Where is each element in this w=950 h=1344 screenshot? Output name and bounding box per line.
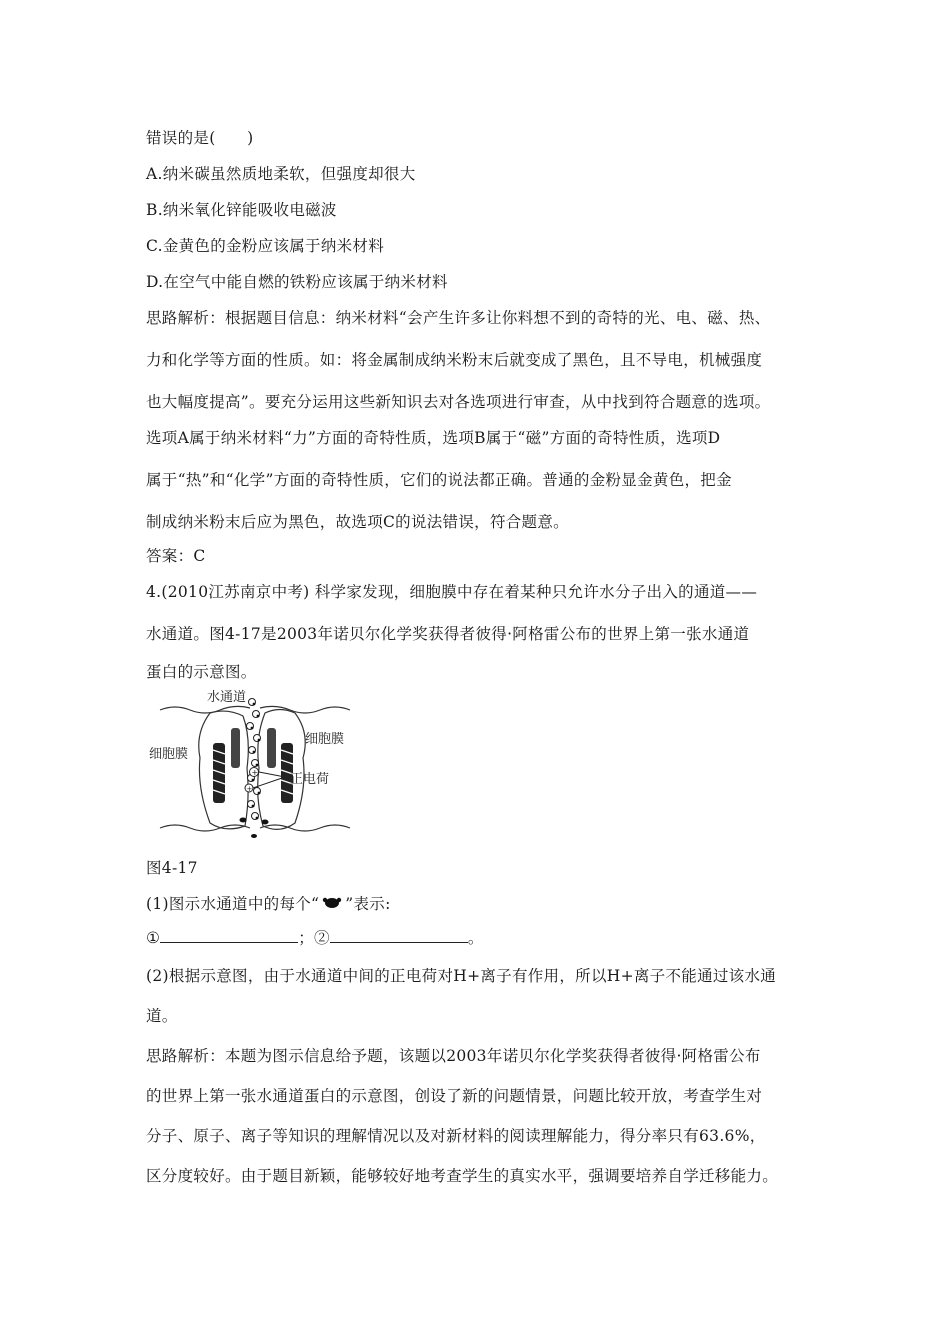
- svg-text:+: +: [251, 768, 259, 777]
- analysis-line-5: 属于“热”和“化学”方面的奇特性质，它们的说法都正确。普通的金粉显金黄色，把金: [146, 471, 732, 489]
- option-a: A.纳米碳虽然质地柔软，但强度却很大: [146, 165, 416, 183]
- water-channel-label: 水通道: [207, 690, 247, 705]
- water-channel-diagram: [155, 688, 355, 843]
- question-4-line-3: 蛋白的示意图。: [146, 663, 257, 681]
- analysis2-line-4: 区分度较好。由于题目新颖，能够较好地考查学生的真实水平，强调要培养自学迁移能力。: [146, 1167, 779, 1185]
- question-4-line-2: 水通道。图4-17是2003年诺贝尔化学奖获得者彼得·阿格雷公布的世界上第一张水通道: [146, 625, 750, 643]
- cell-membrane-label-left: 细胞膜: [149, 747, 189, 762]
- svg-text:+: +: [246, 785, 253, 793]
- sub-question-1-suffix: ”表示:: [345, 895, 391, 913]
- analysis2-line-2: 的世界上第一张水通道蛋白的示意图，创设了新的问题情景，问题比较开放，考查学生对: [146, 1087, 763, 1105]
- analysis-line-2: 力和化学等方面的性质。如：将金属制成纳米粉末后就变成了黑色，且不导电，机械强度: [146, 351, 763, 369]
- answer-blank-1[interactable]: [160, 928, 298, 943]
- blank-2-marker: ；②: [298, 929, 330, 947]
- answer-blank-2[interactable]: [330, 928, 468, 943]
- sub-question-1-prefix: (1)图示水通道中的每个“: [146, 895, 320, 913]
- analysis2-line-1: 思路解析：本题为图示信息给予题，该题以2003年诺贝尔化学奖获得者彼得·阿格雷公布: [146, 1047, 761, 1065]
- option-d: D.在空气中能自燃的铁粉应该属于纳米材料: [146, 273, 448, 291]
- question-4-line-1: 4.(2010江苏南京中考) 科学家发现，细胞膜中存在着某种只允许水分子出入的通道——: [146, 583, 758, 601]
- water-molecule-icon: [321, 896, 343, 910]
- sub-question-2-line-1: (2)根据示意图，由于水通道中间的正电荷对H+离子有作用，所以H+离子不能通过该水通: [146, 967, 777, 985]
- cell-membrane-label-right: 细胞膜: [305, 732, 345, 747]
- water-channel-figure: [149, 688, 355, 843]
- line-1: 错误的是( ): [146, 129, 254, 147]
- blank-1-marker: ①: [146, 929, 161, 947]
- sub-question-2-line-2: 道。: [146, 1007, 178, 1025]
- option-c: C.金黄色的金粉应该属于纳米材料: [146, 237, 385, 255]
- analysis-line-4: 选项A属于纳米材料“力”方面的奇特性质，选项B属于“磁”方面的奇特性质，选项D: [146, 429, 721, 447]
- answer-blanks-line: [146, 928, 484, 948]
- analysis-line-6: 制成纳米粉末后应为黑色，故选项C的说法错误，符合题意。: [146, 513, 569, 531]
- figure-caption: 图4-17: [146, 859, 198, 877]
- analysis-line-3: 也大幅度提高”。要充分运用这些新知识去对各选项进行审查，从中找到符合题意的选项。: [146, 393, 771, 411]
- analysis2-line-3: 分子、原子、离子等知识的理解情况以及对新材料的阅读理解能力，得分率只有63.6%，: [146, 1127, 766, 1145]
- blank-end-mark: 。: [467, 929, 484, 947]
- option-b: B.纳米氧化锌能吸收电磁波: [146, 201, 337, 219]
- analysis-line-1: 思路解析：根据题目信息：纳米材料“会产生许多让你料想不到的奇特的光、电、磁、热、: [146, 309, 771, 327]
- sub-question-1: [146, 894, 391, 914]
- positive-charge-label: 正电荷: [290, 772, 330, 787]
- answer-line: 答案：C: [146, 547, 206, 565]
